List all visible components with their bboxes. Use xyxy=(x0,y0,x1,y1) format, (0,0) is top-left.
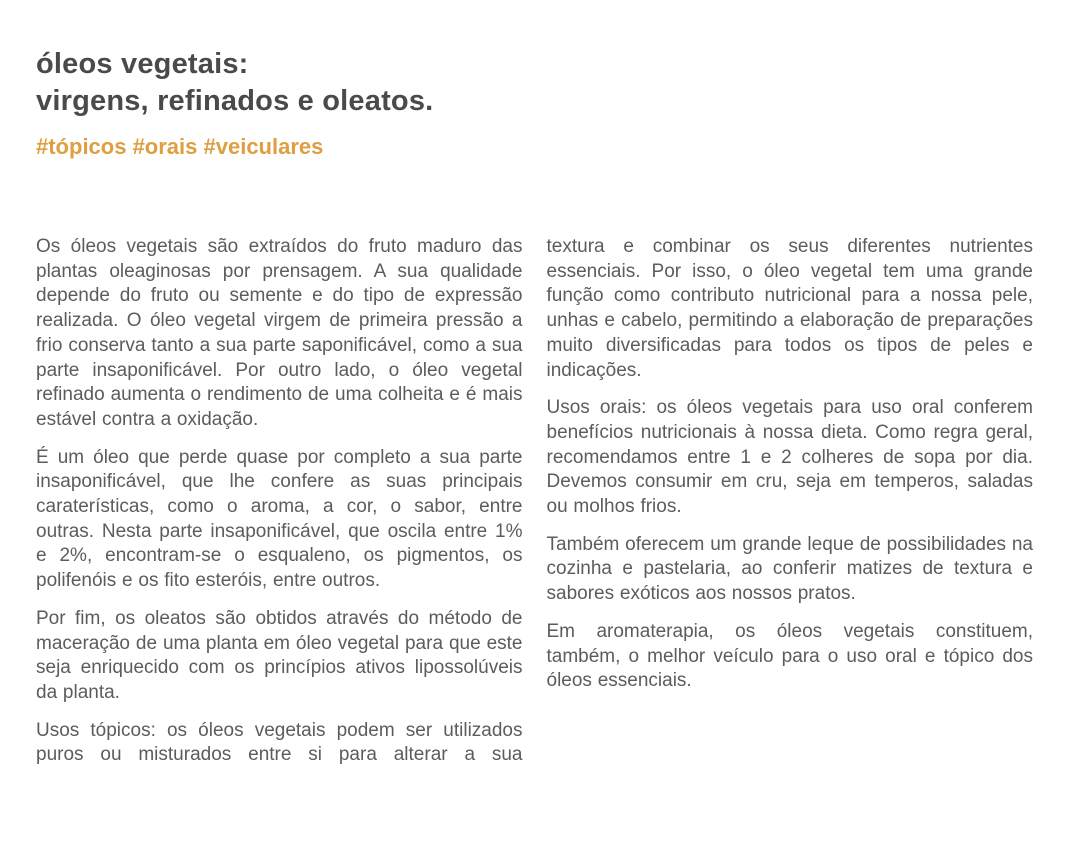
paragraph: Em aromaterapia, os óleos vegetais constituem, também, o melhor veículo para o uso oral e tópico dos óleos essenciais. xyxy=(546,620,1033,692)
paragraph: É um óleo que perde quase por completo a sua parte insaponificável, que lhe confere as suas principais caraterísticas, como o aroma, a cor, o sabor, entre outras. Nesta parte insaponificável, que oscila entre 1% e 2%, encontram-se o esqualeno, os pigmentos, os polifenóis e os fito esteróis, entre outros. xyxy=(36,446,523,592)
paragraph: Por fim, os oleatos são obtidos através do método de maceração de uma planta em óleo vegetal para que este seja enriquecido com os princípios ativos lipossolúveis da planta. xyxy=(36,607,523,703)
paragraph: Usos tópicos: os óleos vegetais podem ser utilizados puros ou misturados entre si para alterar a sua xyxy=(36,719,523,766)
title-line-2: virgens, refinados e oleatos. xyxy=(36,85,434,117)
title-line-1: óleos vegetais: xyxy=(36,48,249,80)
paragraph: Os óleos vegetais são extraídos do fruto maduro das plantas oleaginosas por prensagem. A sua qualidade depende do fruto ou semente e do tipo de expressão realizada. O óleo vegetal virgem de primeira pressão a frio conserva tanto a sua parte saponificável, como a sua parte insaponificável. Por outro lado, o óleo vegetal refinado aumenta o rendimento de uma colheita e é mais estável contra a oxidação. xyxy=(36,236,523,430)
paragraph: Usos orais: os óleos vegetais para uso oral conferem benefícios nutricionais à nossa dieta. Como regra geral, recomendamos entre 1 e 2 colheres de sopa por dia. Devemos consumir em cru, seja em temperos, saladas ou molhos frios. xyxy=(546,397,1033,518)
column-right xyxy=(547,235,1034,781)
hashtags-line: #tópicos #orais #veiculares xyxy=(36,134,324,159)
text-columns xyxy=(36,235,1033,781)
paragraph: textura e combinar os seus diferentes nutrientes essenciais. Por isso, o óleo vegetal tem uma grande função como contributo nutricional para a nossa pele, unhas e cabelo, permitindo a elaboração de preparações muito diversificadas para todos os tipos de peles e indicações. xyxy=(546,236,1033,381)
paragraph: Também oferecem um grande leque de possibilidades na cozinha e pastelaria, ao conferir matizes de textura e sabores exóticos aos nossos pratos. xyxy=(546,533,1033,605)
page-title xyxy=(36,46,1033,120)
column-left xyxy=(36,235,523,781)
